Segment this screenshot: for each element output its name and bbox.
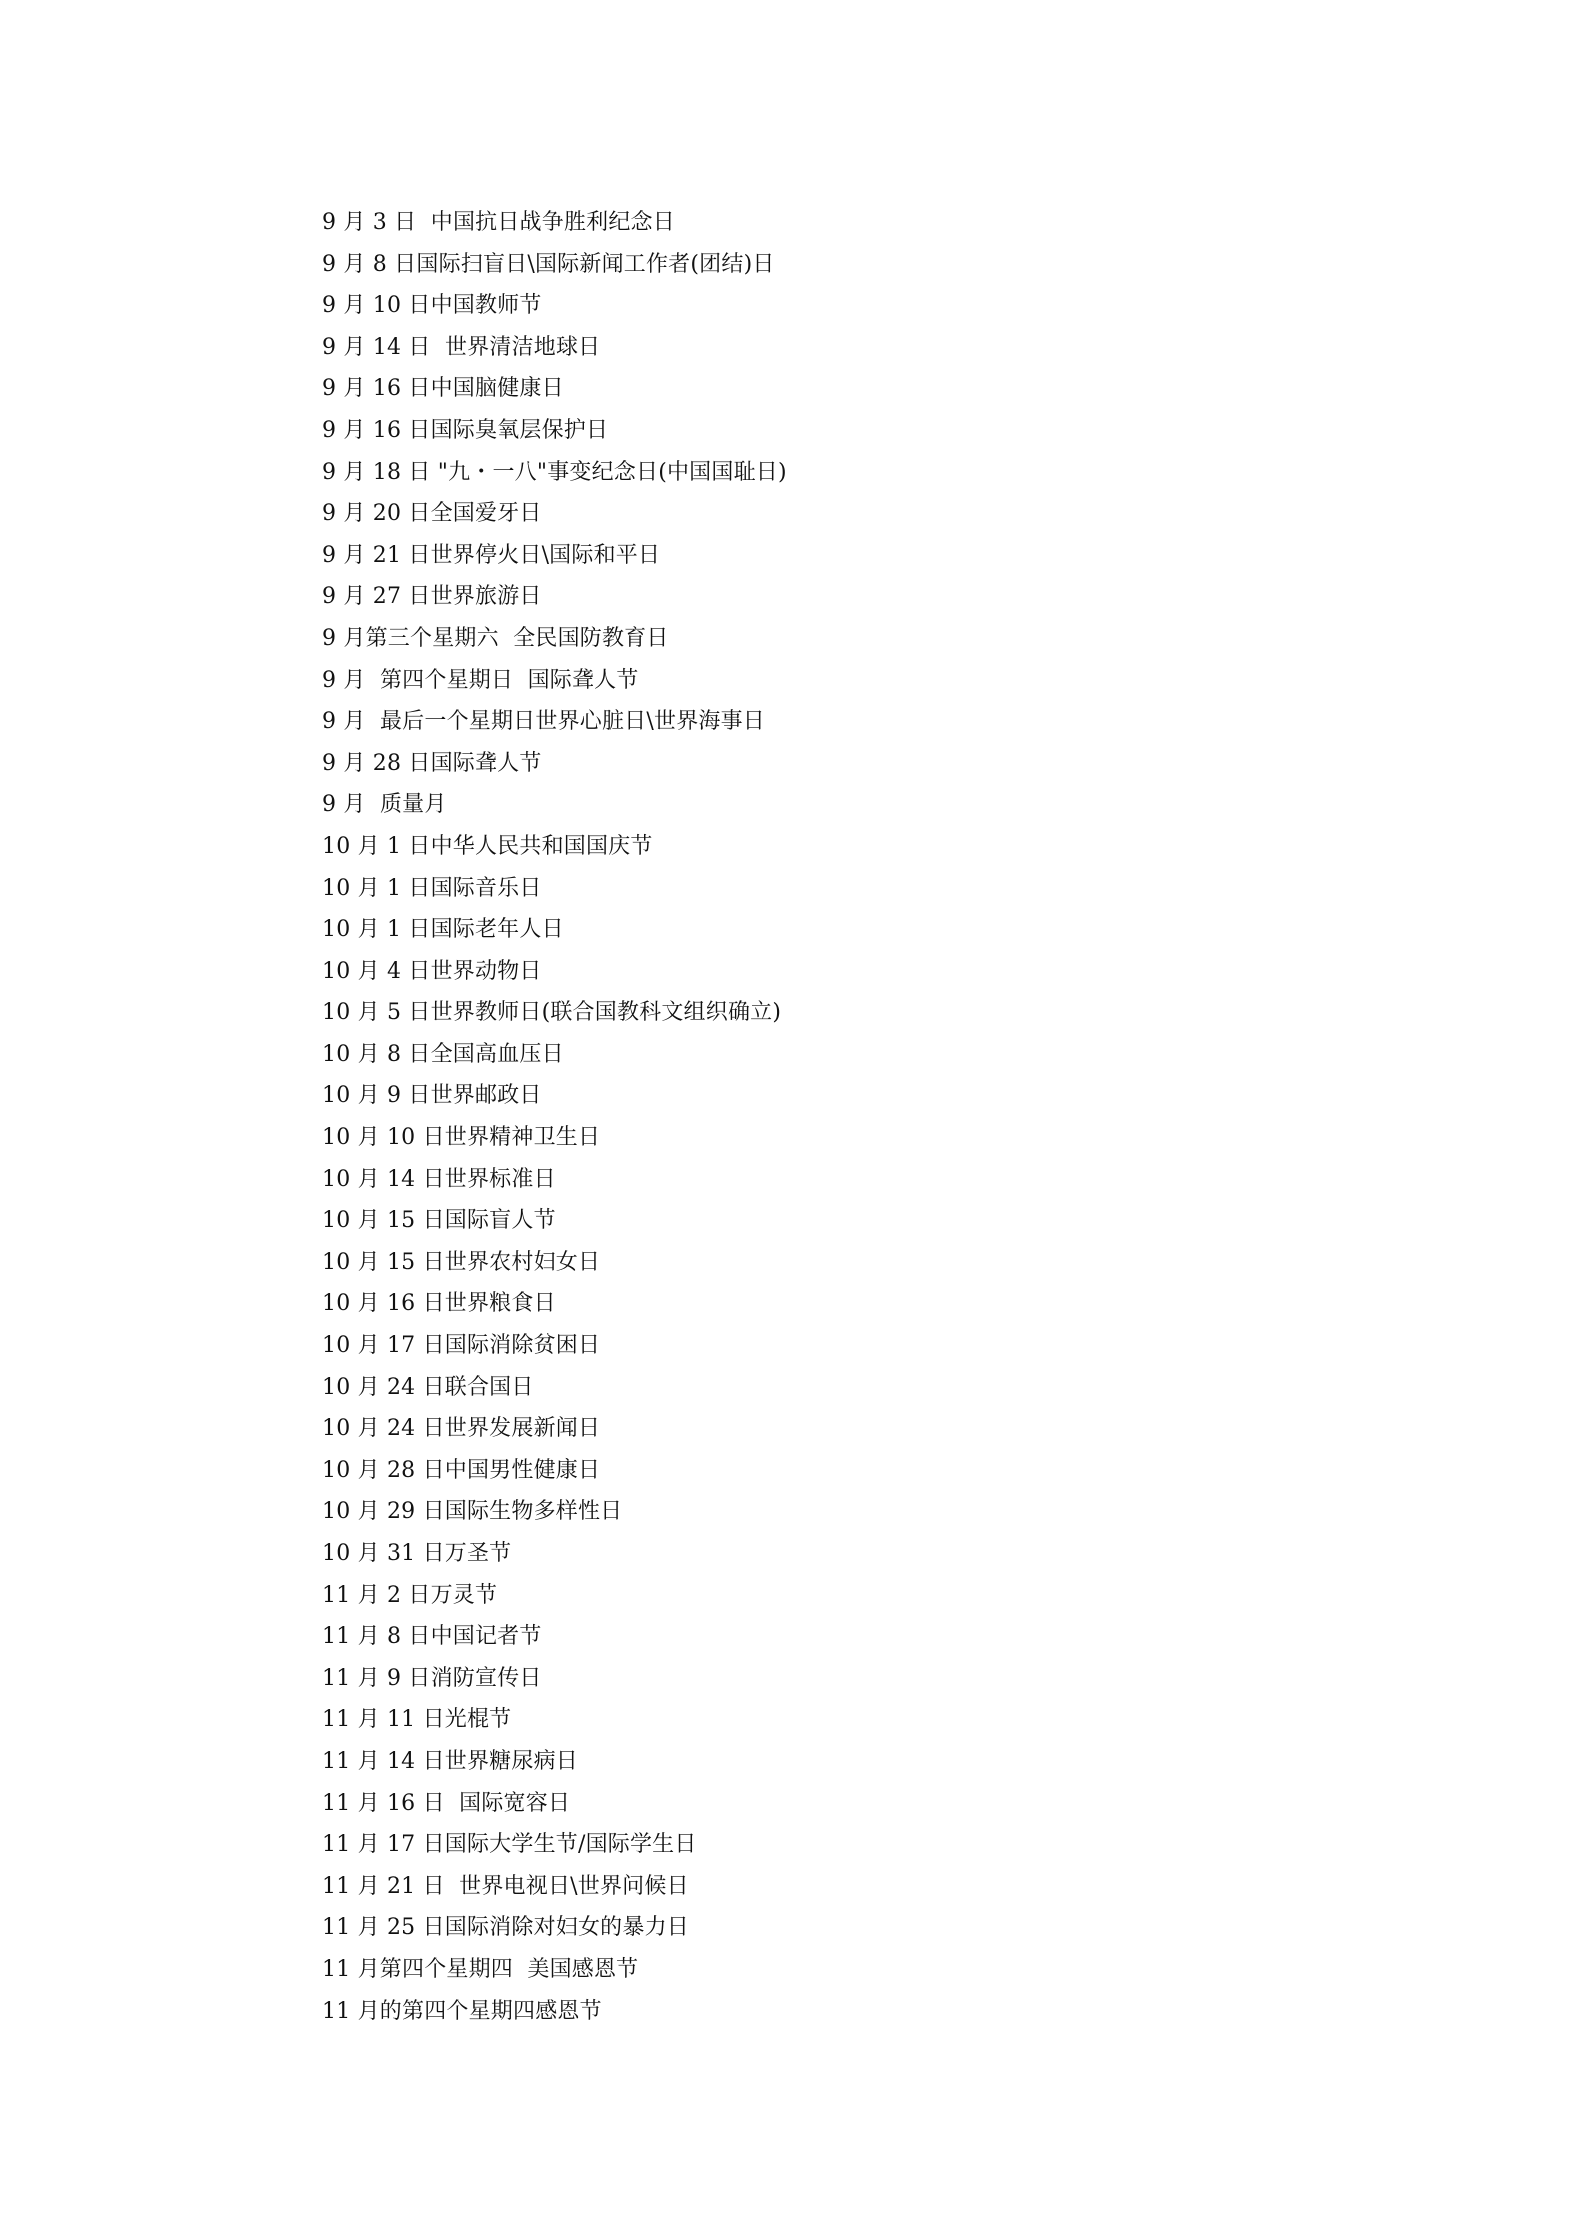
list-item: 9 月 3 日 中国抗日战争胜利纪念日 bbox=[322, 210, 675, 235]
list-item: 9 月 27 日世界旅游日 bbox=[322, 584, 542, 610]
list-item: 9 月 第四个星期日 国际聋人节 bbox=[322, 667, 639, 693]
holiday-list bbox=[322, 202, 1422, 2032]
list-item: 9 月 16 日中国脑健康日 bbox=[322, 376, 564, 402]
list-item: 9 月 21 日世界停火日\国际和平日 bbox=[322, 542, 661, 568]
list-item: 10 月 17 日国际消除贫困日 bbox=[322, 1333, 601, 1359]
list-item: 9 月 质量月 bbox=[322, 792, 447, 818]
list-item: 9 月 10 日中国教师节 bbox=[322, 293, 542, 319]
list-item: 11 月 8 日中国记者节 bbox=[322, 1624, 542, 1650]
list-item: 11 月 25 日国际消除对妇女的暴力日 bbox=[322, 1915, 689, 1941]
list-item: 10 月 15 日国际盲人节 bbox=[322, 1208, 556, 1234]
list-item: 11 月 11 日光棍节 bbox=[322, 1707, 512, 1733]
list-item: 9 月 16 日国际臭氧层保护日 bbox=[322, 417, 609, 443]
list-item: 11 月 21 日 世界电视日\世界问候日 bbox=[322, 1873, 689, 1899]
list-item: 11 月 16 日 国际宽容日 bbox=[322, 1790, 571, 1816]
list-item: 11 月 17 日国际大学生节/国际学生日 bbox=[322, 1832, 697, 1858]
list-item: 10 月 16 日世界粮食日 bbox=[322, 1291, 556, 1317]
list-item: 10 月 15 日世界农村妇女日 bbox=[322, 1249, 601, 1275]
list-item: 9 月 最后一个星期日世界心脏日\世界海事日 bbox=[322, 709, 765, 735]
list-item: 10 月 28 日中国男性健康日 bbox=[322, 1457, 601, 1483]
list-item: 9 月 8 日国际扫盲日\国际新闻工作者(团结)日 bbox=[322, 251, 775, 277]
list-item: 10 月 1 日国际老年人日 bbox=[322, 917, 564, 943]
list-item: 10 月 1 日国际音乐日 bbox=[322, 875, 542, 901]
list-item: 11 月的第四个星期四感恩节 bbox=[322, 1998, 602, 2024]
list-item: 10 月 9 日世界邮政日 bbox=[322, 1083, 542, 1109]
list-item: 9 月第三个星期六 全民国防教育日 bbox=[322, 625, 669, 651]
list-item: 11 月 2 日万灵节 bbox=[322, 1582, 498, 1608]
list-item: 10 月 24 日世界发展新闻日 bbox=[322, 1416, 601, 1442]
list-item: 11 月 9 日消防宣传日 bbox=[322, 1665, 542, 1691]
list-item: 10 月 8 日全国高血压日 bbox=[322, 1041, 564, 1067]
list-item: 10 月 24 日联合国日 bbox=[322, 1374, 534, 1400]
list-item: 10 月 4 日世界动物日 bbox=[322, 958, 542, 984]
list-item: 10 月 5 日世界教师日(联合国教科文组织确立) bbox=[322, 1000, 782, 1026]
list-item: 10 月 1 日中华人民共和国国庆节 bbox=[322, 833, 653, 859]
list-item: 9 月 14 日 世界清洁地球日 bbox=[322, 334, 601, 360]
list-item: 10 月 31 日万圣节 bbox=[322, 1541, 512, 1566]
list-item: 9 月 20 日全国爱牙日 bbox=[322, 501, 542, 527]
list-item: 10 月 10 日世界精神卫生日 bbox=[322, 1125, 601, 1151]
list-item: 9 月 28 日国际聋人节 bbox=[322, 750, 542, 776]
list-item: 10 月 29 日国际生物多样性日 bbox=[322, 1499, 623, 1525]
list-item: 11 月第四个星期四 美国感恩节 bbox=[322, 1956, 639, 1982]
list-item: 10 月 14 日世界标准日 bbox=[322, 1166, 556, 1192]
list-item: 11 月 14 日世界糖尿病日 bbox=[322, 1748, 578, 1774]
list-item: 9 月 18 日 "九・一八"事变纪念日(中国国耻日) bbox=[322, 459, 787, 485]
